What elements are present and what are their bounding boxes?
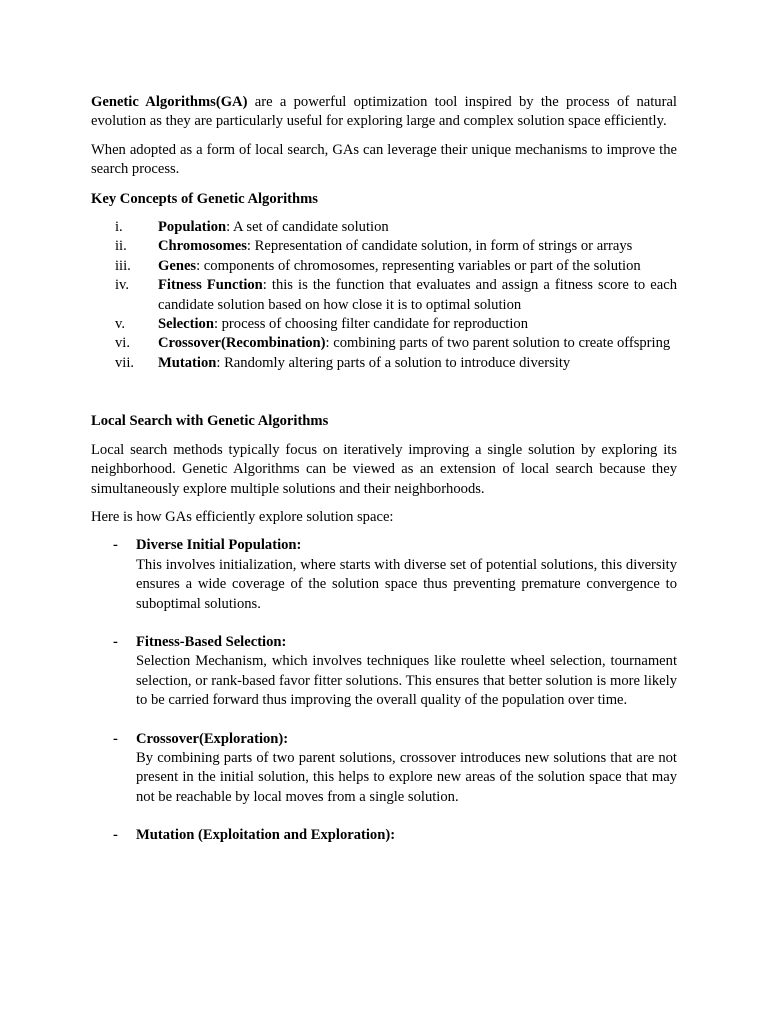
exploration-item — [91, 633, 677, 711]
item-term: Chromosomes — [158, 238, 247, 255]
item-number: vii. — [115, 354, 135, 371]
item-term: Fitness Function — [158, 277, 263, 294]
dash-bullet: - — [113, 827, 118, 844]
intro-paragraph — [91, 93, 677, 132]
dash-bullet: - — [113, 537, 118, 554]
key-concept-item — [91, 354, 677, 373]
item-text: : this is the function that evaluates and assign a fitness score to each candidate solution based on how close it is to optimal solution — [158, 277, 677, 313]
item-title: Crossover(Exploration): — [136, 730, 289, 747]
item-term: Genes — [158, 257, 197, 274]
key-concepts-heading: Key Concepts of Genetic Algorithms — [91, 190, 318, 207]
item-text: : components of chromosomes, representing variables or part of the solution — [196, 257, 641, 274]
item-description: This involves initialization, where starts with diverse set of potential solutions, this diversity ensures a wide coverage of the solution space thus preventing premature convergence to suboptimal solutions. — [136, 556, 677, 612]
item-term: Selection — [158, 316, 214, 333]
item-term: Crossover(Recombination) — [158, 335, 326, 352]
item-number: iii. — [115, 257, 131, 274]
item-number: ii. — [115, 238, 127, 255]
dash-bullet: - — [113, 730, 118, 747]
key-concept-item — [91, 334, 677, 353]
local-search-heading: Local Search with Genetic Algorithms — [91, 413, 329, 430]
intro-text: are a powerful optimization tool inspired by the process of natural evolution as they are particularly useful for exploring large and complex solution space efficiently. — [91, 94, 677, 130]
dash-bullet: - — [113, 633, 118, 650]
exploration-item — [91, 730, 677, 808]
explore-intro-paragraph: Here is how GAs efficiently explore solution space: — [91, 508, 394, 525]
item-number: i. — [115, 219, 123, 236]
document-body — [91, 93, 677, 846]
item-term: Population — [158, 219, 227, 236]
key-concept-item — [91, 237, 677, 256]
item-number: iv. — [115, 277, 130, 294]
item-text: : Randomly altering parts of a solution to introduce diversity — [216, 354, 571, 371]
item-text: : A set of candidate solution — [226, 219, 389, 236]
item-text: : Representation of candidate solution, in form of strings or arrays — [246, 238, 633, 255]
item-description: Selection Mechanism, which involves techniques like roulette wheel selection, tournament selection, or rank-based favor fitter solutions. This ensures that better solution is more likely to be carried forward thus improving the overall quality of the population over time. — [136, 653, 677, 709]
item-text: : combining parts of two parent solution to create offspring — [325, 335, 671, 352]
item-title: Diverse Initial Population: — [136, 537, 302, 554]
exploration-list — [91, 536, 677, 845]
item-title: Fitness-Based Selection: — [136, 633, 287, 650]
key-concept-item — [91, 257, 677, 276]
exploration-item — [91, 826, 677, 845]
key-concept-item — [91, 276, 677, 315]
item-description: By combining parts of two parent solutions, crossover introduces new solutions that are not present in the initial solution, this helps to explore new areas of the solution space that may not be reachable by local moves from a single solution. — [136, 749, 677, 805]
key-concepts-list — [91, 218, 677, 373]
key-concept-item — [91, 218, 677, 237]
key-concept-item — [91, 315, 677, 334]
item-number: v. — [115, 316, 125, 333]
item-title: Mutation (Exploitation and Exploration): — [136, 827, 396, 844]
exploration-item — [91, 536, 677, 614]
local-search-paragraph: Local search methods typically focus on iteratively improving a single solution by exploring its neighborhood. Genetic Algorithms can be viewed as an extension of local search because they simultaneously explore multiple solutions and their neighborhoods. — [91, 441, 677, 497]
item-number: vi. — [115, 335, 130, 352]
intro-term: Genetic Algorithms(GA) — [91, 94, 248, 110]
intro-paragraph-2: When adopted as a form of local search, GAs can leverage their unique mechanisms to improve the search process. — [91, 141, 677, 178]
item-term: Mutation — [158, 354, 217, 371]
item-text: : process of choosing filter candidate for reproduction — [213, 316, 529, 333]
